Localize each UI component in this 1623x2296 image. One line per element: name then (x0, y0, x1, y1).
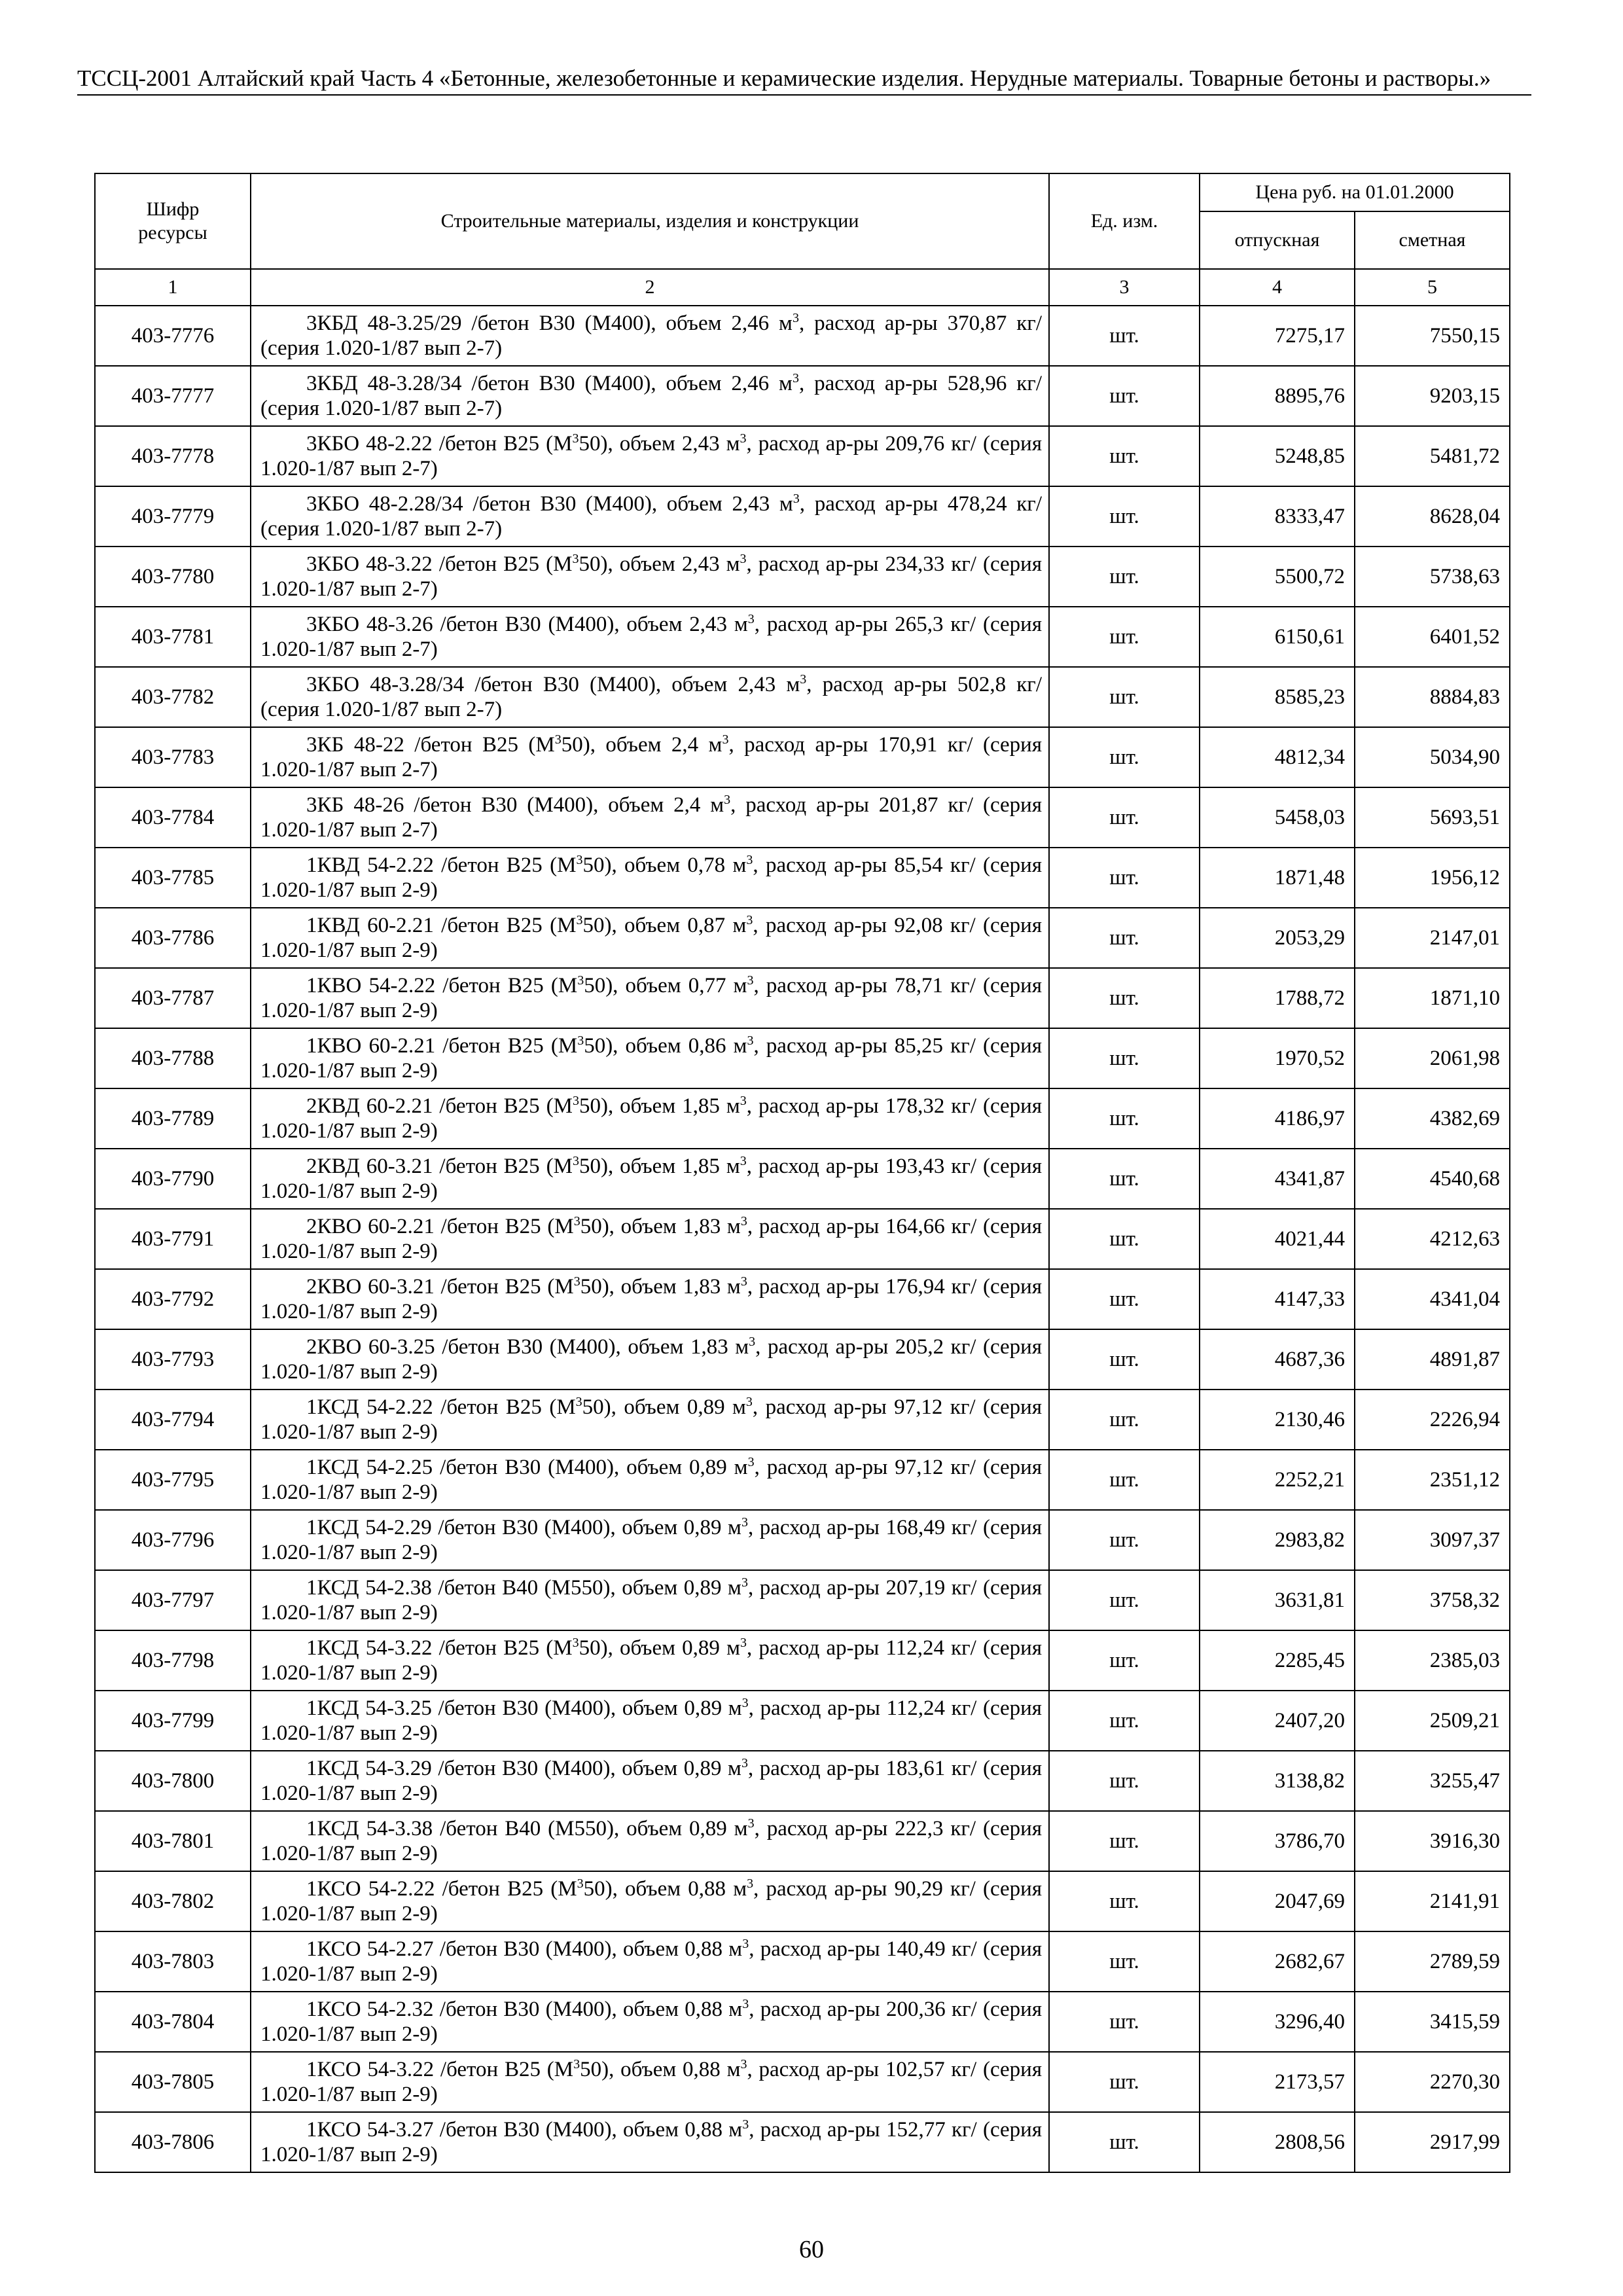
description-cell: 1КСО 54-3.22 /бетон В25 $(М^350)$, объем 0,88 $м^3$, расход ар-ры 102,57 кг/ (серия 1.020-1/87 вып 2-9) (251, 2052, 1049, 2112)
description-cell: 1КСД 54-3.22 /бетон В25 $(М^350)$, объем 0,89 $м^3$, расход ар-ры 112,24 кг/ (серия 1.020-1/87 вып 2-9) (251, 1630, 1049, 1691)
release-price-cell: 2808,56 (1200, 2112, 1355, 2172)
estimate-price-cell: 8884,83 (1355, 667, 1510, 727)
table-row (95, 908, 1510, 968)
col-number: 4 (1200, 269, 1355, 306)
description-cell: 3КБД 48-3.28/34 /бетон В30 (М400), объем 2,46 $м^3$, расход ар-ры 528,96 кг/ (серия 1.020-1/87 вып 2-7) (251, 366, 1049, 426)
description-cell: 2КВО 60-3.25 /бетон В30 (М400), объем 1,83 $м^3$, расход ар-ры 205,2 кг/ (серия 1.020-1/87 вып 2-9) (251, 1329, 1049, 1390)
description-cell: 1КСД 54-2.29 /бетон В30 (М400), объем 0,89 $м^3$, расход ар-ры 168,49 кг/ (серия 1.020-1/87 вып 2-9) (251, 1510, 1049, 1570)
estimate-price-cell: 5693,51 (1355, 787, 1510, 848)
description-cell: 1КСД 54-2.25 /бетон В30 (М400), объем 0,89 $м^3$, расход ар-ры 97,12 кг/ (серия 1.020-1/87 вып 2-9) (251, 1450, 1049, 1510)
description-cell: 3КБО 48-3.22 /бетон В25 $(М^350)$, объем 2,43 $м^3$, расход ар-ры 234,33 кг/ (серия 1.020-1/87 вып 2-7) (251, 547, 1049, 607)
release-price-cell: 4812,34 (1200, 727, 1355, 787)
col-header-code: Шифр ресурсы (95, 173, 251, 269)
unit-cell: шт. (1049, 1811, 1200, 1871)
resource-code-cell: 403-7796 (95, 1510, 251, 1570)
resource-code-cell: 403-7793 (95, 1329, 251, 1390)
unit-cell: шт. (1049, 1931, 1200, 1992)
table-row (95, 1630, 1510, 1691)
resource-code-cell: 403-7783 (95, 727, 251, 787)
unit-cell: шт. (1049, 1751, 1200, 1811)
table-row (95, 1209, 1510, 1269)
col-header-release-price: отпускная (1200, 211, 1355, 269)
unit-cell: шт. (1049, 2112, 1200, 2172)
release-price-cell: 5248,85 (1200, 426, 1355, 486)
col-number: 3 (1049, 269, 1200, 306)
release-price-cell: 5458,03 (1200, 787, 1355, 848)
page-header (77, 65, 1531, 96)
release-price-cell: 2130,46 (1200, 1390, 1355, 1450)
resource-code-cell: 403-7782 (95, 667, 251, 727)
table-row (95, 1329, 1510, 1390)
estimate-price-cell: 4540,68 (1355, 1149, 1510, 1209)
resource-code-cell: 403-7789 (95, 1088, 251, 1149)
unit-cell: шт. (1049, 1390, 1200, 1450)
unit-cell: шт. (1049, 1570, 1200, 1630)
col-number: 5 (1355, 269, 1510, 306)
description-cell: 1КВД 54-2.22 /бетон В25 $(М^350)$, объем 0,78 $м^3$, расход ар-ры 85,54 кг/ (серия 1.020-1/87 вып 2-9) (251, 848, 1049, 908)
estimate-price-cell: 3255,47 (1355, 1751, 1510, 1811)
table-row (95, 1992, 1510, 2052)
table-row (95, 1510, 1510, 1570)
description-cell: 3КБ 48-26 /бетон В30 (М400), объем 2,4 $м^3$, расход ар-ры 201,87 кг/ (серия 1.020-1/87 вып 2-7) (251, 787, 1049, 848)
unit-cell: шт. (1049, 848, 1200, 908)
col-header-estimate-price: сметная (1355, 211, 1510, 269)
unit-cell: шт. (1049, 1510, 1200, 1570)
unit-cell: шт. (1049, 607, 1200, 667)
release-price-cell: 3786,70 (1200, 1811, 1355, 1871)
table-row (95, 1811, 1510, 1871)
page-number: 60 (799, 2236, 824, 2263)
unit-cell: шт. (1049, 306, 1200, 366)
description-cell: 3КБО 48-3.26 /бетон В30 (М400), объем 2,43 $м^3$, расход ар-ры 265,3 кг/ (серия 1.020-1/87 вып 2-7) (251, 607, 1049, 667)
col-header-unit: Ед. изм. (1049, 173, 1200, 269)
unit-cell: шт. (1049, 908, 1200, 968)
resource-code-cell: 403-7800 (95, 1751, 251, 1811)
col-header-description: Строительные материалы, изделия и конструкции (251, 173, 1049, 269)
resource-code-cell: 403-7799 (95, 1691, 251, 1751)
description-cell: 3КБО 48-2.22 /бетон В25 $(М^350)$, объем 2,43 $м^3$, расход ар-ры 209,76 кг/ (серия 1.020-1/87 вып 2-7) (251, 426, 1049, 486)
release-price-cell: 3631,81 (1200, 1570, 1355, 1630)
release-price-cell: 6150,61 (1200, 607, 1355, 667)
description-cell: 3КБО 48-3.28/34 /бетон В30 (М400), объем 2,43 $м^3$, расход ар-ры 502,8 кг/ (серия 1.020-1/87 вып 2-7) (251, 667, 1049, 727)
estimate-price-cell: 2226,94 (1355, 1390, 1510, 1450)
unit-cell: шт. (1049, 1691, 1200, 1751)
table-row (95, 667, 1510, 727)
estimate-price-cell: 5034,90 (1355, 727, 1510, 787)
description-cell: 1КВД 60-2.21 /бетон В25 $(М^350)$, объем 0,87 $м^3$, расход ар-ры 92,08 кг/ (серия 1.020-1/87 вып 2-9) (251, 908, 1049, 968)
description-cell: 1КСД 54-3.25 /бетон В30 (М400), объем 0,89 $м^3$, расход ар-ры 112,24 кг/ (серия 1.020-1/87 вып 2-9) (251, 1691, 1049, 1751)
release-price-cell: 4341,87 (1200, 1149, 1355, 1209)
description-cell: 3КБД 48-3.25/29 /бетон В30 (М400), объем 2,46 $м^3$, расход ар-ры 370,87 кг/ (серия 1.020-1/87 вып 2-7) (251, 306, 1049, 366)
resource-code-cell: 403-7801 (95, 1811, 251, 1871)
table-row (95, 547, 1510, 607)
release-price-cell: 7275,17 (1200, 306, 1355, 366)
table-body (95, 306, 1510, 2172)
unit-cell: шт. (1049, 1088, 1200, 1149)
unit-cell: шт. (1049, 366, 1200, 426)
resource-code-cell: 403-7803 (95, 1931, 251, 1992)
unit-cell: шт. (1049, 2052, 1200, 2112)
unit-cell: шт. (1049, 968, 1200, 1028)
description-cell: 1КСД 54-3.38 /бетон В40 (М550), объем 0,89 $м^3$, расход ар-ры 222,3 кг/ (серия 1.020-1/87 вып 2-9) (251, 1811, 1049, 1871)
table-row (95, 968, 1510, 1028)
resource-code-cell: 403-7802 (95, 1871, 251, 1931)
table-row (95, 1751, 1510, 1811)
estimate-price-cell: 3758,32 (1355, 1570, 1510, 1630)
estimate-price-cell: 5481,72 (1355, 426, 1510, 486)
release-price-cell: 2252,21 (1200, 1450, 1355, 1510)
resource-code-cell: 403-7798 (95, 1630, 251, 1691)
estimate-price-cell: 1871,10 (1355, 968, 1510, 1028)
resource-code-cell: 403-7786 (95, 908, 251, 968)
description-cell: 2КВД 60-3.21 /бетон В25 $(М^350)$, объем 1,85 $м^3$, расход ар-ры 193,43 кг/ (серия 1.020-1/87 вып 2-9) (251, 1149, 1049, 1209)
release-price-cell: 8585,23 (1200, 667, 1355, 727)
description-cell: 1КВО 60-2.21 /бетон В25 $(М^350)$, объем 0,86 $м^3$, расход ар-ры 85,25 кг/ (серия 1.020-1/87 вып 2-9) (251, 1028, 1049, 1088)
resource-code-cell: 403-7784 (95, 787, 251, 848)
estimate-price-cell: 8628,04 (1355, 486, 1510, 547)
table-row (95, 2052, 1510, 2112)
table-header (95, 173, 1510, 306)
release-price-cell: 2407,20 (1200, 1691, 1355, 1751)
description-cell: 1КСО 54-2.32 /бетон В30 (М400), объем 0,88 $м^3$, расход ар-ры 200,36 кг/ (серия 1.020-1/87 вып 2-9) (251, 1992, 1049, 2052)
release-price-cell: 4687,36 (1200, 1329, 1355, 1390)
table-row (95, 1450, 1510, 1510)
estimate-price-cell: 4212,63 (1355, 1209, 1510, 1269)
table-row (95, 1570, 1510, 1630)
description-cell: 1КСО 54-3.27 /бетон В30 (М400), объем 0,88 $м^3$, расход ар-ры 152,77 кг/ (серия 1.020-1/87 вып 2-9) (251, 2112, 1049, 2172)
estimate-price-cell: 2789,59 (1355, 1931, 1510, 1992)
resource-code-cell: 403-7797 (95, 1570, 251, 1630)
table-row (95, 1269, 1510, 1329)
resource-code-cell: 403-7795 (95, 1450, 251, 1510)
resource-code-cell: 403-7787 (95, 968, 251, 1028)
estimate-price-cell: 2509,21 (1355, 1691, 1510, 1751)
resource-code-cell: 403-7804 (95, 1992, 251, 2052)
release-price-cell: 2053,29 (1200, 908, 1355, 968)
estimate-price-cell: 3415,59 (1355, 1992, 1510, 2052)
release-price-cell: 5500,72 (1200, 547, 1355, 607)
estimate-price-cell: 2917,99 (1355, 2112, 1510, 2172)
resource-code-cell: 403-7788 (95, 1028, 251, 1088)
resource-code-cell: 403-7792 (95, 1269, 251, 1329)
unit-cell: шт. (1049, 1149, 1200, 1209)
release-price-cell: 4147,33 (1200, 1269, 1355, 1329)
unit-cell: шт. (1049, 727, 1200, 787)
estimate-price-cell: 3097,37 (1355, 1510, 1510, 1570)
estimate-price-cell: 6401,52 (1355, 607, 1510, 667)
description-cell: 1КСО 54-2.22 /бетон В25 $(М^350)$, объем 0,88 $м^3$, расход ар-ры 90,29 кг/ (серия 1.020-1/87 вып 2-9) (251, 1871, 1049, 1931)
document-title: ТССЦ-2001 Алтайский край Часть 4 «Бетонные, железобетонные и керамические изделия. Нерудные материалы. Товарные бетоны и растворы.» (77, 65, 1491, 91)
description-cell: 1КСД 54-2.38 /бетон В40 (М550), объем 0,89 $м^3$, расход ар-ры 207,19 кг/ (серия 1.020-1/87 вып 2-9) (251, 1570, 1049, 1630)
release-price-cell: 8895,76 (1200, 366, 1355, 426)
release-price-cell: 1788,72 (1200, 968, 1355, 1028)
table-row (95, 1028, 1510, 1088)
estimate-price-cell: 4341,04 (1355, 1269, 1510, 1329)
release-price-cell: 4021,44 (1200, 1209, 1355, 1269)
table-row (95, 607, 1510, 667)
table-row (95, 1931, 1510, 1992)
estimate-price-cell: 2385,03 (1355, 1630, 1510, 1691)
unit-cell: шт. (1049, 1871, 1200, 1931)
price-table (94, 173, 1510, 2173)
description-cell: 3КБ 48-22 /бетон В25 $(М^350)$, объем 2,4 $м^3$, расход ар-ры 170,91 кг/ (серия 1.020-1/87 вып 2-7) (251, 727, 1049, 787)
resource-code-cell: 403-7790 (95, 1149, 251, 1209)
table-row (95, 1149, 1510, 1209)
release-price-cell: 4186,97 (1200, 1088, 1355, 1149)
resource-code-cell: 403-7778 (95, 426, 251, 486)
resource-code-cell: 403-7785 (95, 848, 251, 908)
release-price-cell: 2173,57 (1200, 2052, 1355, 2112)
resource-code-cell: 403-7794 (95, 1390, 251, 1450)
release-price-cell: 3296,40 (1200, 1992, 1355, 2052)
description-cell: 2КВО 60-3.21 /бетон В25 $(М^350)$, объем 1,83 $м^3$, расход ар-ры 176,94 кг/ (серия 1.020-1/87 вып 2-9) (251, 1269, 1049, 1329)
unit-cell: шт. (1049, 486, 1200, 547)
description-cell: 2КВД 60-2.21 /бетон В25 $(М^350)$, объем 1,85 $м^3$, расход ар-ры 178,32 кг/ (серия 1.020-1/87 вып 2-9) (251, 1088, 1049, 1149)
col-header-price: Цена руб. на 01.01.2000 (1200, 173, 1510, 211)
resource-code-cell: 403-7776 (95, 306, 251, 366)
table-row (95, 787, 1510, 848)
estimate-price-cell: 2351,12 (1355, 1450, 1510, 1510)
description-cell: 2КВО 60-2.21 /бетон В25 $(М^350)$, объем 1,83 $м^3$, расход ар-ры 164,66 кг/ (серия 1.020-1/87 вып 2-9) (251, 1209, 1049, 1269)
resource-code-cell: 403-7806 (95, 2112, 251, 2172)
resource-code-cell: 403-7779 (95, 486, 251, 547)
unit-cell: шт. (1049, 1329, 1200, 1390)
unit-cell: шт. (1049, 1209, 1200, 1269)
estimate-price-cell: 3916,30 (1355, 1811, 1510, 1871)
unit-cell: шт. (1049, 1450, 1200, 1510)
resource-code-cell: 403-7777 (95, 366, 251, 426)
unit-cell: шт. (1049, 426, 1200, 486)
unit-cell: шт. (1049, 1992, 1200, 2052)
table-row (95, 1088, 1510, 1149)
description-cell: 1КСД 54-3.29 /бетон В30 (М400), объем 0,89 $м^3$, расход ар-ры 183,61 кг/ (серия 1.020-1/87 вып 2-9) (251, 1751, 1049, 1811)
description-cell: 1КВО 54-2.22 /бетон В25 $(М^350)$, объем 0,77 $м^3$, расход ар-ры 78,71 кг/ (серия 1.020-1/87 вып 2-9) (251, 968, 1049, 1028)
unit-cell: шт. (1049, 787, 1200, 848)
table-row (95, 306, 1510, 366)
table-row (95, 727, 1510, 787)
estimate-price-cell: 2141,91 (1355, 1871, 1510, 1931)
release-price-cell: 1970,52 (1200, 1028, 1355, 1088)
release-price-cell: 2047,69 (1200, 1871, 1355, 1931)
estimate-price-cell: 9203,15 (1355, 366, 1510, 426)
table-row (95, 1691, 1510, 1751)
table-row (95, 366, 1510, 426)
col-number: 2 (251, 269, 1049, 306)
unit-cell: шт. (1049, 547, 1200, 607)
resource-code-cell: 403-7781 (95, 607, 251, 667)
estimate-price-cell: 7550,15 (1355, 306, 1510, 366)
estimate-price-cell: 1956,12 (1355, 848, 1510, 908)
resource-code-cell: 403-7791 (95, 1209, 251, 1269)
estimate-price-cell: 2061,98 (1355, 1028, 1510, 1088)
description-cell: 1КСД 54-2.22 /бетон В25 $(М^350)$, объем 0,89 $м^3$, расход ар-ры 97,12 кг/ (серия 1.020-1/87 вып 2-9) (251, 1390, 1049, 1450)
description-cell: 3КБО 48-2.28/34 /бетон В30 (М400), объем 2,43 $м^3$, расход ар-ры 478,24 кг/ (серия 1.020-1/87 вып 2-7) (251, 486, 1049, 547)
table-row (95, 2112, 1510, 2172)
resource-code-cell: 403-7780 (95, 547, 251, 607)
estimate-price-cell: 4891,87 (1355, 1329, 1510, 1390)
resource-code-cell: 403-7805 (95, 2052, 251, 2112)
table-row (95, 1871, 1510, 1931)
table-row (95, 486, 1510, 547)
estimate-price-cell: 2270,30 (1355, 2052, 1510, 2112)
estimate-price-cell: 4382,69 (1355, 1088, 1510, 1149)
table-row (95, 426, 1510, 486)
release-price-cell: 1871,48 (1200, 848, 1355, 908)
release-price-cell: 2983,82 (1200, 1510, 1355, 1570)
unit-cell: шт. (1049, 1630, 1200, 1691)
table-row (95, 1390, 1510, 1450)
release-price-cell: 3138,82 (1200, 1751, 1355, 1811)
description-cell: 1КСО 54-2.27 /бетон В30 (М400), объем 0,88 $м^3$, расход ар-ры 140,49 кг/ (серия 1.020-1/87 вып 2-9) (251, 1931, 1049, 1992)
release-price-cell: 8333,47 (1200, 486, 1355, 547)
estimate-price-cell: 2147,01 (1355, 908, 1510, 968)
unit-cell: шт. (1049, 667, 1200, 727)
release-price-cell: 2285,45 (1200, 1630, 1355, 1691)
unit-cell: шт. (1049, 1028, 1200, 1088)
release-price-cell: 2682,67 (1200, 1931, 1355, 1992)
estimate-price-cell: 5738,63 (1355, 547, 1510, 607)
col-number: 1 (95, 269, 251, 306)
table-row (95, 848, 1510, 908)
unit-cell: шт. (1049, 1269, 1200, 1329)
